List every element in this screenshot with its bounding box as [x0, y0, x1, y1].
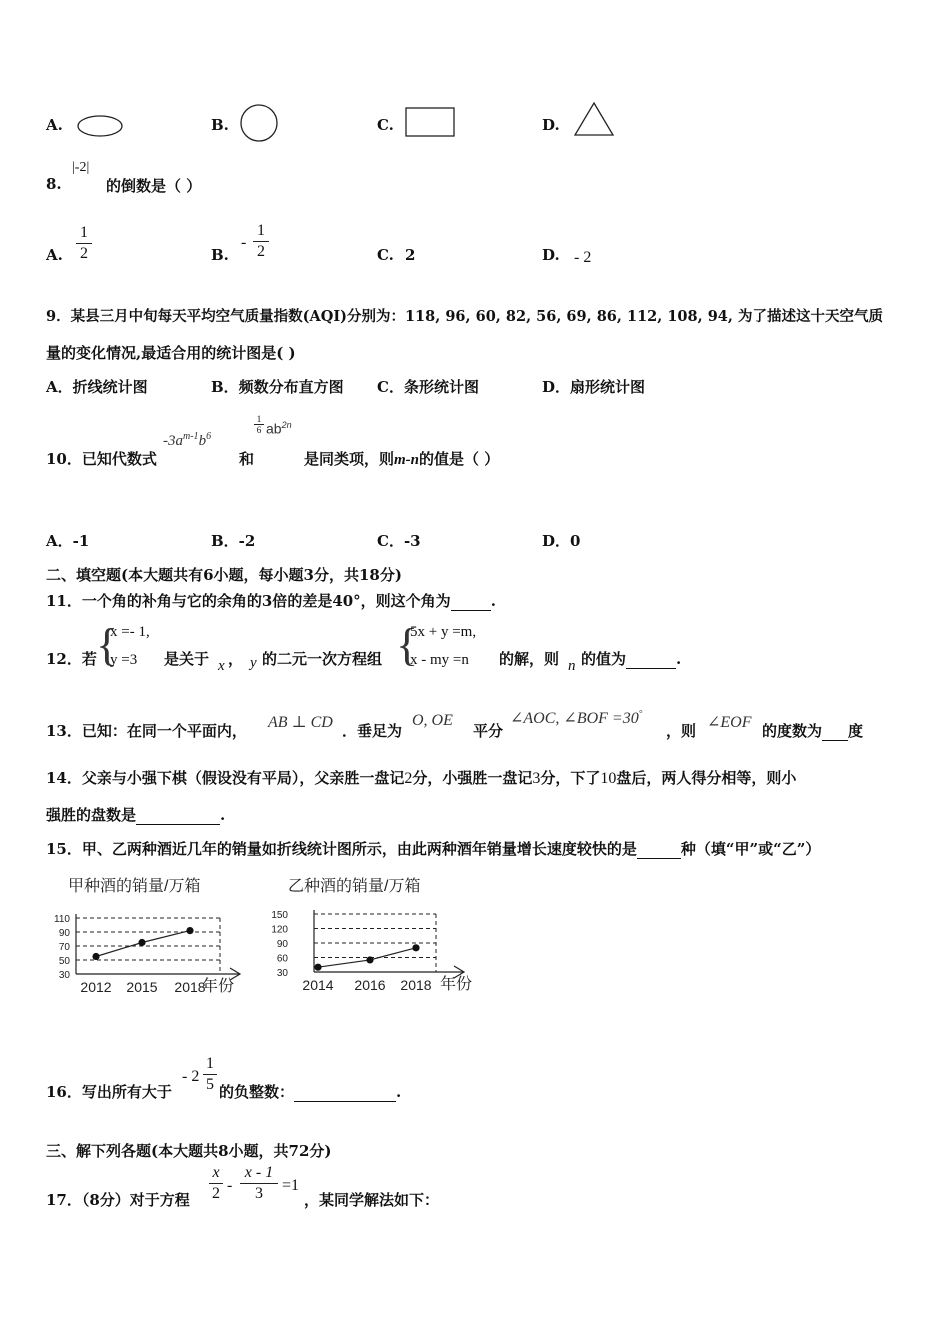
- q10-prefix: 10．已知代数式: [46, 450, 157, 468]
- y-tick-label: 30: [276, 968, 288, 979]
- q16-prefix: 16．写出所有大于: [46, 1083, 172, 1101]
- q9-option-d: D．扇形统计图: [542, 378, 646, 396]
- q9-option-b: B．频数分布直方图: [211, 378, 344, 396]
- question-11: 11．一个角的补角与它的余角的3倍的差是40°，则这个角为 .: [46, 592, 496, 610]
- y-tick-label: 50: [58, 956, 70, 967]
- q8-option-b-sign: -: [241, 234, 247, 251]
- q8-option-d-label: D.: [542, 246, 560, 264]
- chart-yi-sales: [268, 870, 492, 1000]
- ellipse-shape: [74, 112, 126, 140]
- q14-line-1: 14．父亲与小强下棋（假设没有平局），父亲胜一盘记2分，小强胜一盘记3分，下了10盘后，两人得分相等，则小: [46, 769, 797, 787]
- q12-answer-blank[interactable]: [626, 668, 676, 669]
- q12-var-y: y: [250, 655, 257, 671]
- y-tick-label: 150: [271, 910, 288, 921]
- q10-coefficient: 1 6: [254, 414, 264, 435]
- rectangle-shape: [404, 106, 456, 138]
- q12-suffix: 的值为 .: [581, 650, 682, 668]
- q11-text: 11．一个角的补角与它的余角的3倍的差是40°，则这个角为: [46, 592, 451, 610]
- data-point: [366, 956, 373, 963]
- q13-angles: ∠AOC, ∠BOF =30°: [510, 708, 643, 727]
- q12-prefix: 12．若: [46, 650, 97, 668]
- q17-fraction-1: x 2: [209, 1164, 223, 1203]
- q8-text: 的倒数是（ ）: [106, 177, 202, 195]
- x-axis-label: 年份: [202, 978, 235, 995]
- q10-middle-text: 是同类项，则m-n的值是（ ）: [304, 450, 500, 468]
- q12-system-1-line-1: x =- 1,: [110, 624, 150, 640]
- q13-points: O, OE: [412, 712, 453, 729]
- q8-option-a-label: A.: [46, 246, 63, 264]
- q8-option-d-value: - 2: [574, 249, 592, 266]
- q10-and: 和: [239, 450, 255, 468]
- chart-title: 乙种酒的销量/万箱: [288, 878, 421, 895]
- q11-answer-blank[interactable]: [451, 610, 491, 611]
- y-tick-label: 70: [58, 942, 70, 953]
- q8-option-b-label: B.: [211, 246, 229, 264]
- q12-text-about: 是关于: [164, 650, 210, 668]
- q12-var-n: n: [568, 658, 576, 674]
- data-point: [314, 964, 321, 971]
- x-tick-label: 2012: [80, 979, 112, 995]
- y-tick-label: 120: [271, 924, 288, 936]
- data-point: [92, 953, 99, 960]
- q13-then-text: ，则: [666, 722, 697, 740]
- q13-foot-text: ．垂足为: [342, 722, 403, 740]
- q14-answer-blank[interactable]: [136, 824, 220, 825]
- q10-expression-1: $-3a^{m-1}b^6$: [163, 431, 212, 449]
- q16-fraction: 1 5: [203, 1055, 217, 1094]
- q12-system-2-line-2: x - my =n: [410, 652, 469, 668]
- y-tick-label: 110: [54, 914, 70, 925]
- triangle-shape: [572, 100, 616, 138]
- data-point: [186, 927, 193, 934]
- q17-suffix: ，某同学解法如下：: [304, 1191, 440, 1209]
- q12-text-system: 的二元一次方程组: [262, 650, 383, 668]
- q8-option-a-fraction: 1 2: [76, 224, 92, 263]
- q8-option-c-label: C.: [377, 246, 394, 264]
- q13-answer-blank[interactable]: [822, 740, 848, 741]
- q9-option-a: A．折线统计图: [46, 378, 148, 396]
- data-point: [412, 944, 419, 951]
- q8-abs-expression: |-2|: [72, 160, 90, 175]
- q10-option-b: B．-2: [211, 532, 256, 550]
- q13-prefix: 13．已知：在同一个平面内，: [46, 722, 247, 740]
- q17-equals: =1: [282, 1177, 300, 1194]
- question-15: 15．甲、乙两种酒近几年的销量如折线统计图所示，由此两种酒年销量增长速度较快的是 种（填“甲”或“乙”）: [46, 840, 821, 858]
- y-tick-label: 90: [58, 928, 70, 939]
- y-tick-label: 60: [276, 953, 288, 965]
- q10-expression-2: $ab^{2n}$: [266, 420, 292, 437]
- q14-line-2: 强胜的盘数是 .: [46, 806, 226, 824]
- chart-jia-sales: [44, 870, 264, 1000]
- x-tick-label: 2015: [126, 979, 158, 995]
- q7-option-b-label: B.: [211, 116, 229, 134]
- q8-number: 8.: [46, 175, 62, 193]
- q7-option-d-label: D.: [542, 116, 560, 134]
- chart-title: 甲种酒的销量/万箱: [68, 878, 201, 895]
- q17-minus: -: [227, 1177, 233, 1194]
- x-axis-label: 年份: [440, 976, 473, 993]
- q17-prefix: 17．（8分）对于方程: [46, 1191, 190, 1209]
- circle-shape: [238, 102, 280, 144]
- y-tick-label: 90: [276, 939, 288, 950]
- q12-var-x: x: [218, 658, 225, 674]
- q15-answer-blank[interactable]: [637, 858, 681, 859]
- q17-fraction-2: x - 1 3: [240, 1164, 278, 1203]
- q10-option-c: C．-3: [377, 532, 421, 550]
- q8-option-c-value: 2: [405, 246, 416, 264]
- x-tick-label: 2016: [354, 977, 386, 993]
- q12-text-solution: 的解，则: [499, 650, 560, 668]
- section-2-heading: 二、填空题(本大题共有6小题，每小题3分，共18分): [46, 566, 402, 584]
- q16-suffix: 的负整数： .: [219, 1083, 402, 1101]
- q13-target-angle: ∠EOF: [707, 714, 752, 731]
- q12-system-2-line-1: 5x + y =m,: [410, 624, 477, 640]
- data-point: [138, 939, 145, 946]
- q16-sign-integer: - 2: [182, 1068, 200, 1085]
- x-tick-label: 2018: [174, 979, 206, 995]
- q10-option-d: D．0: [542, 532, 581, 550]
- q10-option-a: A．-1: [46, 532, 90, 550]
- x-tick-label: 2014: [302, 977, 334, 993]
- q9-line-1: 9．某县三月中旬每天平均空气质量指数(AQI)分别为：118, 96, 60, 82, 56, 69, 86, 112, 108, 94, 为了描述这十天空气质: [46, 308, 883, 325]
- q9-option-c: C．条形统计图: [377, 378, 479, 396]
- section-3-heading: 三、解下列各题(本大题共8小题，共72分): [46, 1142, 332, 1160]
- q13-bisect-text: 平分: [473, 722, 504, 740]
- q9-line-2: 量的变化情况,最适合用的统计图是( ): [46, 344, 296, 362]
- q13-suffix: 的度数为 度: [762, 722, 864, 740]
- q16-answer-blank[interactable]: [294, 1101, 396, 1102]
- q13-relation: AB ⊥ CD: [268, 714, 333, 731]
- q12-system-1-line-2: y =3: [110, 652, 138, 668]
- q7-option-c-label: C.: [377, 116, 394, 134]
- x-tick-label: 2018: [400, 977, 432, 993]
- q7-option-a-label: A.: [46, 116, 63, 134]
- y-tick-label: 30: [58, 970, 70, 981]
- q8-option-b-fraction: 1 2: [253, 222, 269, 261]
